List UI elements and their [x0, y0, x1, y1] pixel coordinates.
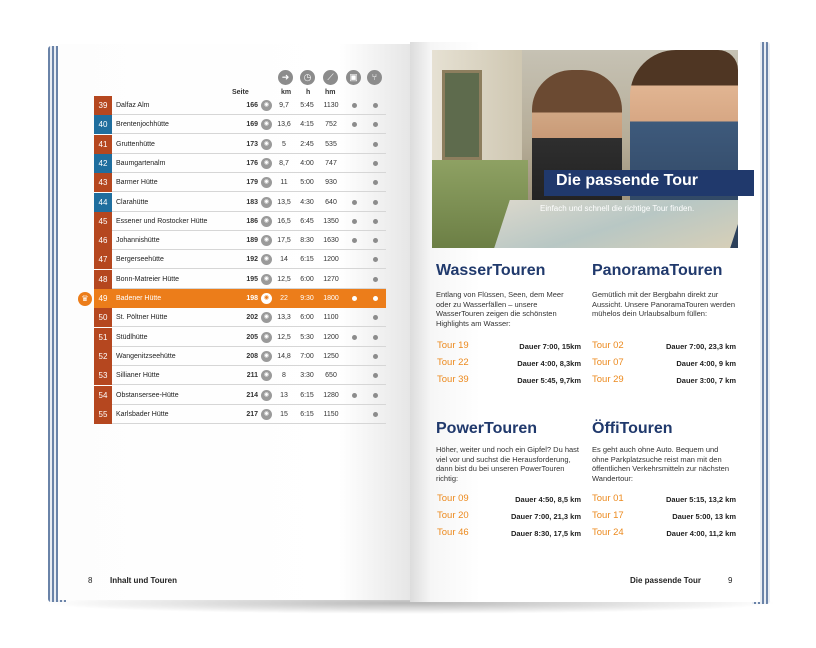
tour-duration: Dauer 5:45, 9,7km: [517, 376, 581, 385]
restaurant-icon: ⑂: [367, 70, 382, 85]
tour-number: 52: [94, 347, 112, 366]
duration-h: 6:15: [300, 391, 314, 399]
page-ref: 217: [246, 410, 258, 418]
food-dot: [373, 393, 378, 398]
transit-icon: ◉: [261, 293, 272, 304]
elevation-hm: 1150: [323, 410, 339, 418]
oeffi-text: Es geht auch ohne Auto. Bequem und ohne Parkplatzsuche reist man mit den öffentlichen Verkehrsmitteln zur nächsten Wandertour:: [592, 445, 730, 483]
food-dot: [373, 180, 378, 185]
transit-icon: ◉: [261, 119, 272, 130]
elevation-hm: 1200: [323, 256, 339, 264]
tour-label: Tour 09: [437, 493, 469, 504]
duration-h: 6:00: [300, 314, 314, 322]
elevation-hm: 650: [325, 372, 337, 380]
transit-icon: ◉: [261, 177, 272, 188]
tour-duration: Dauer 4:00, 11,2 km: [666, 529, 736, 538]
distance-km: 13,6: [277, 121, 291, 129]
food-dot: [373, 257, 378, 262]
power-title: PowerTouren: [436, 420, 538, 437]
tour-number: 47: [94, 250, 112, 269]
elevation-hm: 930: [325, 179, 337, 187]
food-dot: [373, 412, 378, 417]
bus-dot: [352, 335, 357, 340]
table-row: [94, 405, 386, 424]
hut-name: Stüdlhütte: [116, 333, 148, 341]
duration-h: 9:30: [300, 295, 314, 302]
tour-duration: Dauer 7:00, 21,3 km: [510, 512, 581, 521]
distance-km: 11: [280, 179, 288, 187]
distance-km: 13,5: [277, 198, 291, 206]
table-row: [94, 154, 386, 173]
tour-duration: Dauer 5:00, 13 km: [672, 512, 736, 521]
distance-km: 12,5: [277, 333, 291, 341]
duration-h: 2:45: [300, 140, 314, 148]
elevation-hm: 1200: [323, 333, 339, 341]
tour-duration: Dauer 7:00, 23,3 km: [665, 342, 736, 351]
hut-name: Johannishütte: [116, 237, 160, 245]
elevation-hm: 1100: [323, 314, 339, 322]
table-row: [94, 173, 386, 192]
hut-name: Karlsbader Hütte: [116, 410, 169, 418]
elevation-hm: 535: [325, 140, 337, 148]
duration-h: 6:00: [300, 275, 314, 283]
distance-km: 15: [280, 410, 288, 418]
tour-number: 43: [94, 173, 112, 192]
elevation-hm: 752: [325, 121, 337, 129]
table-row: [94, 212, 386, 231]
wasser-text: Entlang von Flüssen, Seen, dem Meer oder zu Wasserfällen – unsere WasserTouren zeigen die schönsten Highlights am Wasser:: [436, 290, 564, 328]
power-text: Höher, weiter und noch ein Gipfel? Du hast viel vor und suchst die Herausforderung, dann bist du bei unseren PowerTouren richtig:: [436, 445, 580, 483]
transit-icon: ◉: [261, 100, 272, 111]
duration-h: 6:15: [300, 410, 314, 418]
duration-h: 8:30: [300, 237, 314, 245]
table-row: [94, 135, 386, 154]
tour-entry: [437, 357, 581, 371]
food-dot: [373, 103, 378, 108]
bus-dot: [352, 103, 357, 108]
page-ref: 186: [246, 217, 258, 225]
wasser-title: WasserTouren: [436, 262, 546, 279]
distance-km: 8,7: [279, 159, 289, 167]
running-footer-left: Inhalt und Touren: [110, 576, 177, 585]
food-dot: [373, 335, 378, 340]
elevation-hm: 1130: [323, 102, 339, 109]
page-ref: 189: [246, 237, 258, 245]
tour-number: 42: [94, 154, 112, 173]
tour-label: Tour 22: [437, 357, 469, 368]
hut-name: Brentenjochhütte: [116, 121, 169, 129]
tour-number: 55: [94, 405, 112, 424]
tour-entry: [592, 340, 736, 354]
hut-name: Bergerseehütte: [116, 256, 164, 264]
tour-label: Tour 20: [437, 510, 469, 521]
oeffi-title: ÖffiTouren: [592, 420, 673, 437]
tour-number: 53: [94, 366, 112, 385]
duration-h: 4:00: [300, 159, 314, 167]
elevation-hm: 1350: [323, 217, 339, 225]
distance-km: 14,8: [277, 352, 291, 360]
page-ref: 195: [246, 275, 258, 283]
tour-duration: Dauer 7:00, 15km: [519, 342, 581, 351]
tour-entry: [592, 510, 736, 524]
tour-number: 48: [94, 270, 112, 289]
tour-entry: [437, 493, 581, 507]
tour-label: Tour 17: [592, 510, 624, 521]
table-row: [94, 193, 386, 212]
duration-h: 5:45: [300, 102, 314, 109]
bus-dot: [352, 200, 357, 205]
page-ref: 169: [246, 121, 258, 129]
tour-number: 40: [94, 115, 112, 134]
table-row: [94, 366, 386, 385]
duration-h: 5:30: [300, 333, 314, 341]
distance-km: 17,5: [277, 237, 291, 245]
hut-name: Bonn-Matreier Hütte: [116, 275, 180, 283]
food-dot: [373, 296, 378, 301]
tour-label: Tour 46: [437, 527, 469, 538]
tour-number: 41: [94, 135, 112, 154]
page-ref: 205: [246, 333, 258, 341]
tour-number: 54: [94, 386, 112, 405]
clock-icon: ◷: [300, 70, 315, 85]
hut-name: Essener und Rostocker Hütte: [116, 217, 208, 225]
table-row: [94, 328, 386, 347]
bus-dot: [352, 122, 357, 127]
duration-h: 4:30: [300, 198, 314, 206]
table-row: [94, 289, 386, 308]
page-subtitle: Einfach und schnell die richtige Tour finden.: [540, 204, 695, 213]
tour-number: 44: [94, 193, 112, 212]
panorama-title: PanoramaTouren: [592, 262, 723, 279]
hut-name: Barmer Hütte: [116, 179, 158, 187]
tour-number: 50: [94, 308, 112, 327]
transit-icon: ◉: [261, 390, 272, 401]
bus-dot: [352, 219, 357, 224]
duration-h: 4:15: [300, 121, 314, 129]
page-ref: 179: [246, 179, 258, 187]
duration-h: 5:00: [300, 179, 314, 187]
tour-number: 39: [94, 96, 112, 115]
table-row: [94, 347, 386, 366]
crown-icon: ♛: [78, 292, 92, 306]
hut-name: Sillianer Hütte: [116, 372, 160, 380]
tour-entry: [592, 527, 736, 541]
tour-label: Tour 24: [592, 527, 624, 538]
page-ref: 202: [246, 314, 258, 322]
tour-entry: [437, 374, 581, 388]
transit-icon: ◉: [261, 332, 272, 343]
table-row: [94, 231, 386, 250]
food-dot: [373, 161, 378, 166]
food-dot: [373, 219, 378, 224]
elevation-hm: 1630: [323, 237, 339, 245]
food-dot: [373, 277, 378, 282]
hut-name: Dalfaz Alm: [116, 102, 150, 109]
column-header-km: km: [281, 89, 292, 96]
food-dot: [373, 142, 378, 147]
elevation-hm: 747: [325, 159, 337, 167]
tour-number: 51: [94, 328, 112, 347]
food-dot: [373, 200, 378, 205]
distance-km: 14: [280, 256, 288, 264]
tour-label: Tour 19: [437, 340, 469, 351]
transit-icon: ◉: [261, 370, 272, 381]
distance-km: 12,5: [277, 275, 291, 283]
column-header-seite: Seite: [232, 89, 249, 96]
tour-duration: Dauer 4:00, 9 km: [676, 359, 736, 368]
page-ref: 183: [246, 198, 258, 206]
hut-name: Obstansersee-Hütte: [116, 391, 179, 399]
elevation-hm: 1280: [323, 391, 339, 399]
distance-km: 9,7: [279, 102, 289, 109]
page-ref: 173: [246, 140, 258, 148]
hut-name: St. Pöltner Hütte: [116, 314, 168, 322]
column-header-h: h: [306, 89, 311, 96]
table-row: [94, 270, 386, 289]
table-row: [94, 115, 386, 134]
tour-duration: Dauer 3:00, 7 km: [676, 376, 736, 385]
distance-km: 8: [282, 372, 286, 380]
tour-number: 46: [94, 231, 112, 250]
tour-duration: Dauer 4:00, 8,3km: [517, 359, 581, 368]
transit-icon: ◉: [261, 312, 272, 323]
transit-icon: ◉: [261, 254, 272, 265]
distance-km: 5: [282, 140, 286, 148]
distance-km: 13: [280, 391, 288, 399]
distance-km: 22: [280, 295, 288, 302]
tour-number: 49: [94, 289, 112, 308]
direction-sign-icon: ➜: [278, 70, 293, 85]
tour-duration: Dauer 8:30, 17,5 km: [510, 529, 581, 538]
hikers-photo: [432, 50, 738, 248]
page-ref: 214: [246, 391, 258, 399]
table-row: [94, 250, 386, 269]
page-title: Die passende Tour: [556, 172, 698, 189]
duration-h: 3:30: [300, 372, 314, 380]
transit-icon: ◉: [261, 351, 272, 362]
tour-duration: Dauer 4:50, 8,5 km: [515, 495, 581, 504]
panorama-text: Gemütlich mit der Bergbahn direkt zur Aussicht. Unsere PanoramaTouren werden mühelos dein Urlaubsalbum füllen:: [592, 290, 735, 319]
hut-name: Baumgartenalm: [116, 159, 166, 167]
tour-entry: [437, 340, 581, 354]
table-row: [94, 96, 386, 115]
page-ref: 176: [246, 159, 258, 167]
page-number-left: 8: [88, 576, 93, 585]
slope-icon: ⟋: [323, 70, 338, 85]
food-dot: [373, 238, 378, 243]
transit-icon: ◉: [261, 158, 272, 169]
tour-label: Tour 07: [592, 357, 624, 368]
running-footer-right: Die passende Tour: [630, 576, 701, 585]
tour-entry: [437, 527, 581, 541]
table-row: [94, 386, 386, 405]
elevation-hm: 1250: [323, 352, 339, 360]
column-header-hm: hm: [325, 89, 336, 96]
tour-label: Tour 02: [592, 340, 624, 351]
page-ref: 211: [246, 372, 258, 380]
page-number-right: 9: [728, 576, 733, 585]
tour-entry: [592, 493, 736, 507]
tour-entry: [592, 357, 736, 371]
distance-km: 16,5: [277, 217, 291, 225]
transit-icon: ◉: [261, 216, 272, 227]
tour-number: 45: [94, 212, 112, 231]
duration-h: 6:45: [300, 217, 314, 225]
duration-h: 6:15: [300, 256, 314, 264]
page-title-bar: [544, 170, 754, 196]
tour-duration: Dauer 5:15, 13,2 km: [665, 495, 736, 504]
bus-dot: [352, 238, 357, 243]
transit-icon: ◉: [261, 274, 272, 285]
tour-entry: [592, 374, 736, 388]
tour-label: Tour 39: [437, 374, 469, 385]
food-dot: [373, 354, 378, 359]
elevation-hm: 1270: [323, 275, 339, 283]
transit-icon: ◉: [261, 235, 272, 246]
elevation-hm: 640: [325, 198, 337, 206]
food-dot: [373, 315, 378, 320]
transit-icon: ◉: [261, 197, 272, 208]
elevation-hm: 1800: [323, 295, 339, 302]
table-row: [94, 308, 386, 327]
bus-dot: [352, 296, 357, 301]
bus-icon: ▣: [346, 70, 361, 85]
transit-icon: ◉: [261, 409, 272, 420]
hut-name: Badener Hütte: [116, 295, 162, 302]
bus-dot: [352, 393, 357, 398]
hut-name: Wangenitzseehütte: [116, 352, 176, 360]
page-ref: 198: [246, 295, 258, 302]
hut-name: Clarahütte: [116, 198, 149, 206]
tour-entry: [437, 510, 581, 524]
tour-label: Tour 29: [592, 374, 624, 385]
food-dot: [373, 373, 378, 378]
page-ref: 166: [246, 102, 258, 109]
page-ref: 192: [246, 256, 258, 264]
food-dot: [373, 122, 378, 127]
page-ref: 208: [246, 352, 258, 360]
distance-km: 13,3: [277, 314, 291, 322]
tour-label: Tour 01: [592, 493, 624, 504]
duration-h: 7:00: [300, 352, 314, 360]
hut-name: Gruttenhütte: [116, 140, 155, 148]
transit-icon: ◉: [261, 139, 272, 150]
